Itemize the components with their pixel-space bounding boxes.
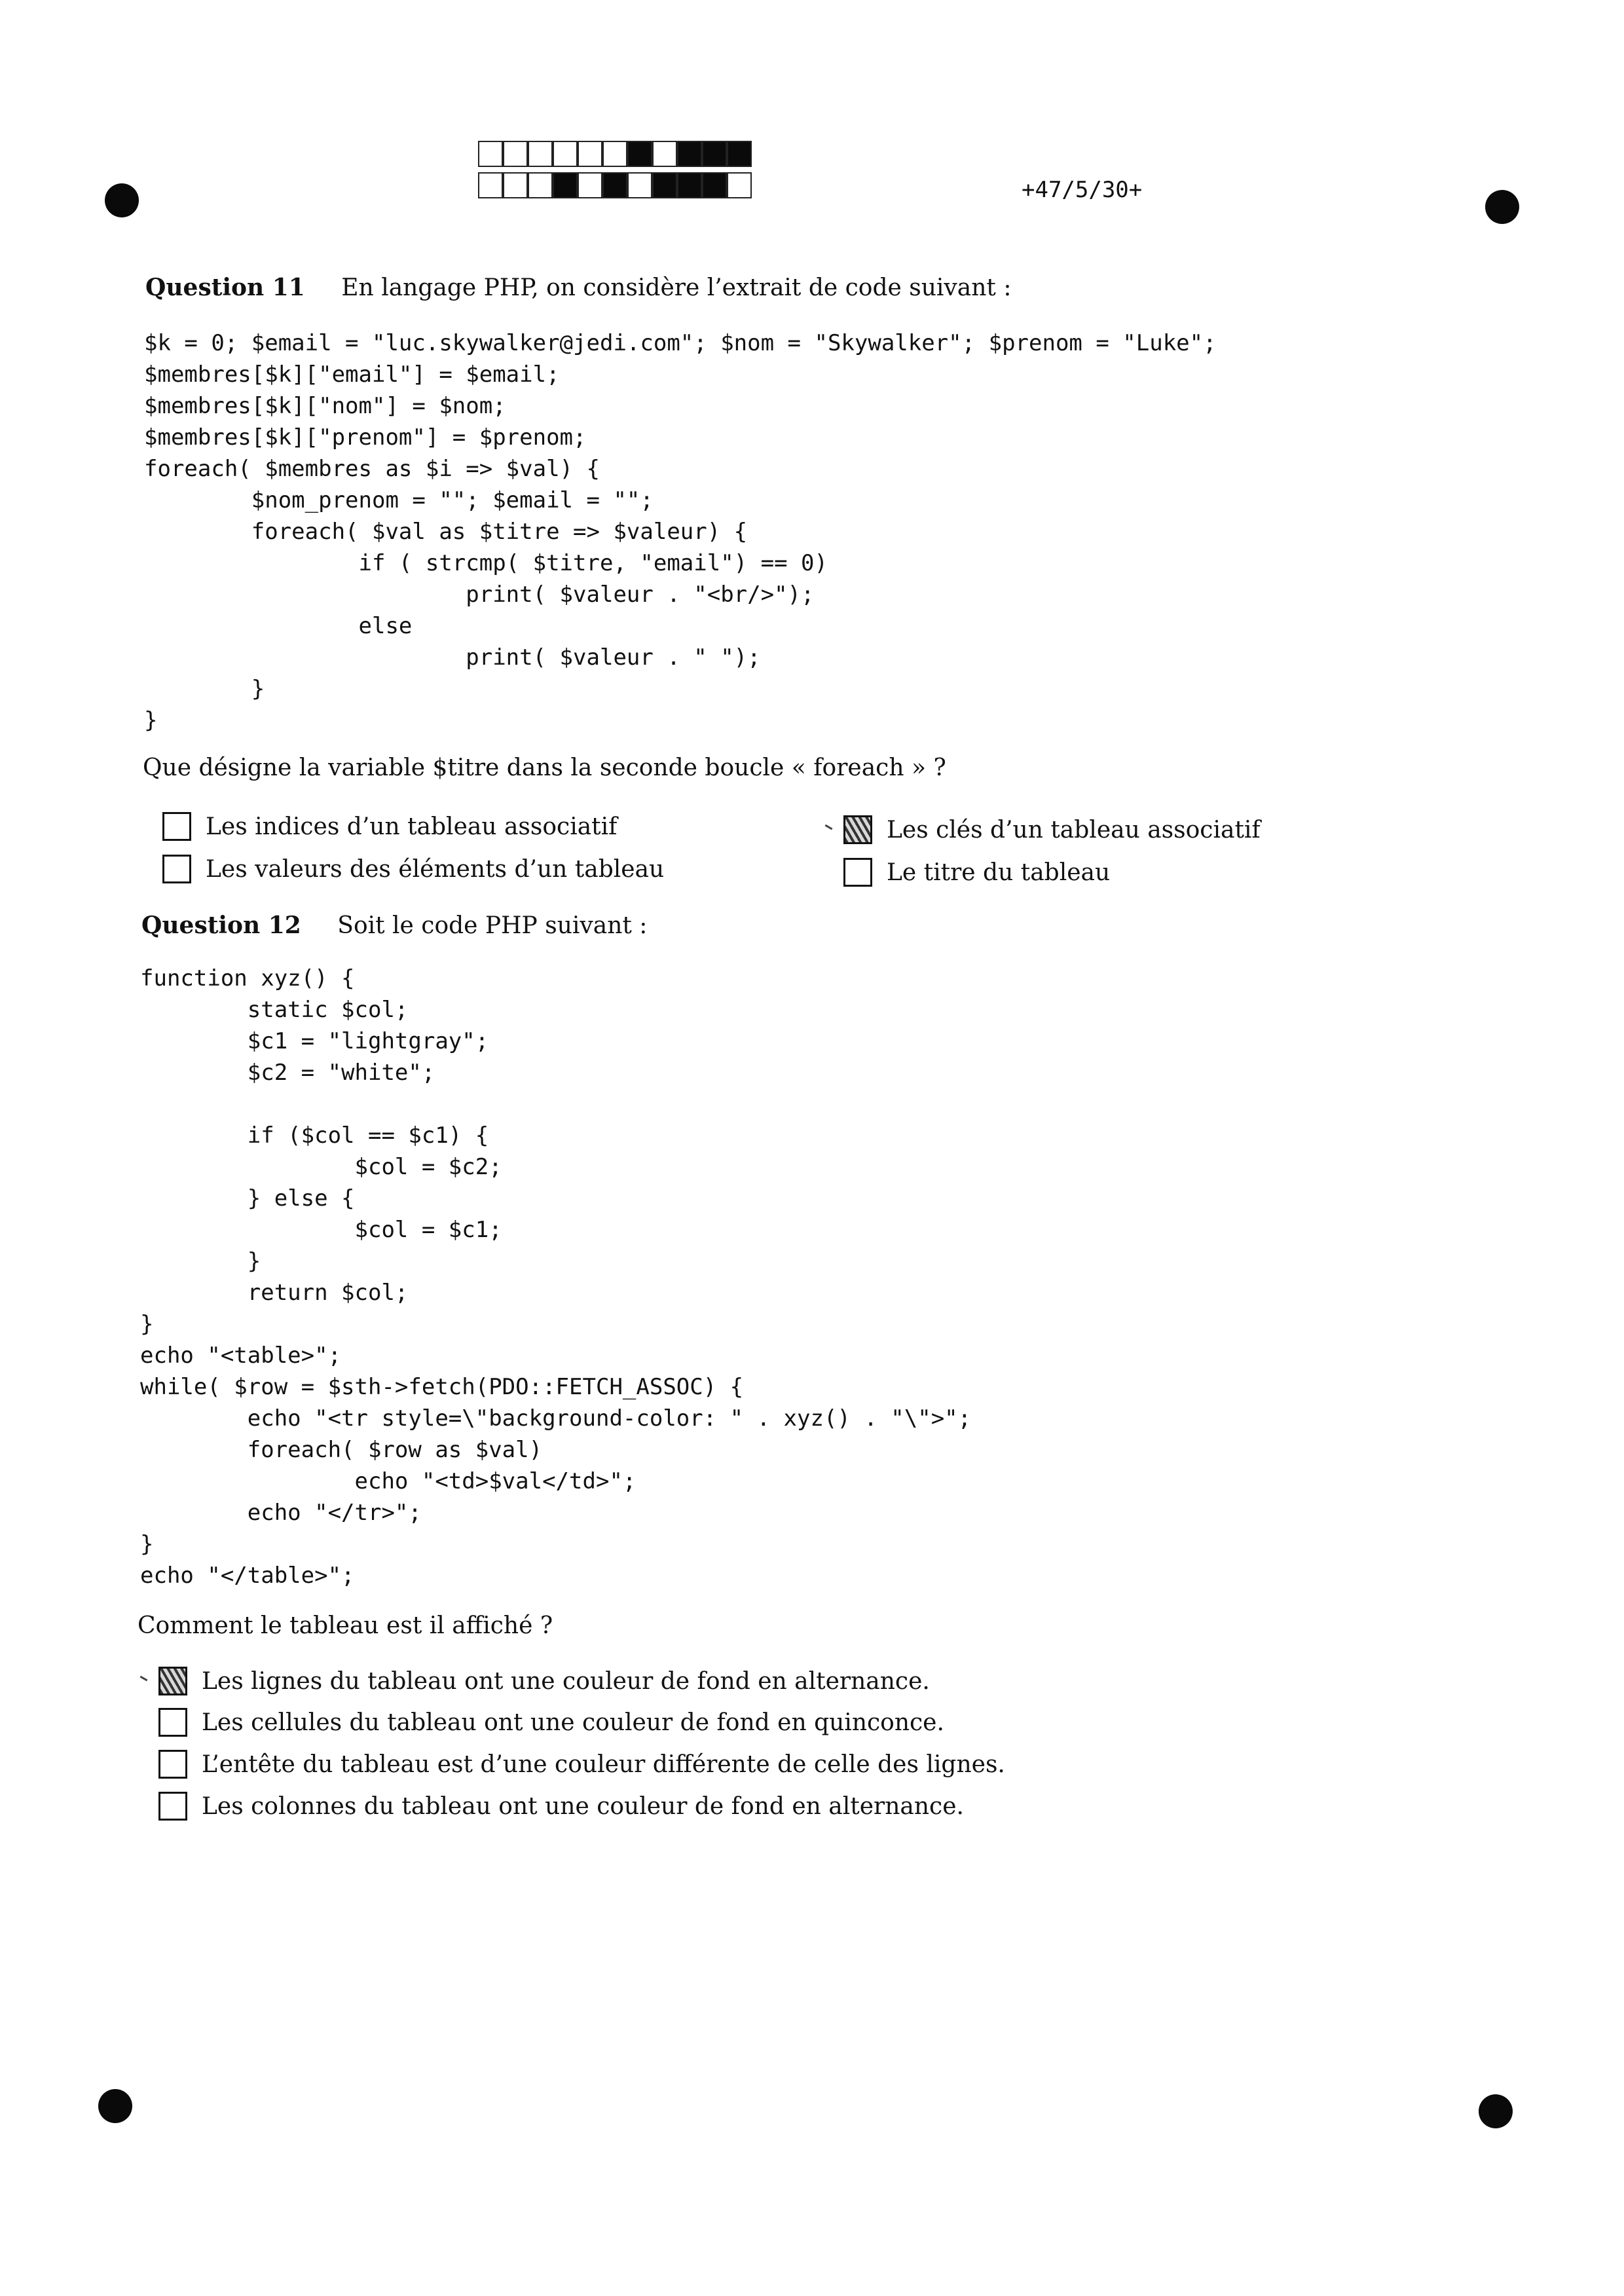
q12-checkbox-1[interactable] (158, 1667, 187, 1695)
pencil-tick-icon (140, 1673, 150, 1682)
q11-answer-2[interactable] (843, 815, 1261, 844)
q12-answer-2-label: Les cellules du tableau ont une couleur de fond en quinconce. (202, 1709, 944, 1736)
barcode-cell (727, 172, 752, 198)
barcode-cell (578, 172, 602, 198)
barcode-row-2 (478, 172, 752, 200)
q11-answer-4-label: Le titre du tableau (887, 859, 1111, 886)
barcode-cell (702, 172, 727, 198)
barcode-cell (652, 141, 677, 167)
q12-answer-1[interactable] (158, 1667, 930, 1695)
registration-mark-bottom-left (98, 2089, 132, 2123)
q12-checkbox-2[interactable] (158, 1708, 187, 1737)
barcode-cell (702, 141, 727, 167)
barcode-cell (553, 141, 578, 167)
q12-answer-3[interactable] (158, 1750, 1005, 1779)
barcode-cell (553, 172, 578, 198)
page-identifier: +47/5/30+ (1022, 177, 1143, 203)
question-11-number: Question 11 (145, 274, 305, 301)
registration-mark-top-right (1485, 190, 1519, 224)
registration-mark-top-left (105, 183, 139, 217)
q11-checkbox-2[interactable] (843, 815, 872, 844)
barcode-cell (627, 141, 652, 167)
barcode-cell (652, 172, 677, 198)
q12-answer-1-label: Les lignes du tableau ont une couleur de fond en alternance. (202, 1667, 930, 1695)
page-barcode (478, 141, 752, 204)
question-12-number: Question 12 (141, 912, 301, 939)
question-12-prompt: Comment le tableau est il affiché ? (138, 1612, 553, 1639)
barcode-cell (578, 141, 602, 167)
q11-answer-3-label: Les valeurs des éléments d’un tableau (206, 855, 665, 883)
q11-checkbox-4[interactable] (843, 858, 872, 887)
barcode-cell (478, 172, 503, 198)
q11-checkbox-1[interactable] (162, 812, 191, 841)
q12-checkbox-4[interactable] (158, 1792, 187, 1821)
q12-checkbox-3[interactable] (158, 1750, 187, 1779)
q11-answer-4[interactable] (843, 858, 1110, 887)
q11-answer-1-label: Les indices d’un tableau associatif (206, 813, 618, 840)
q12-answer-4-label: Les colonnes du tableau ont une couleur de fond en alternance. (202, 1792, 964, 1820)
q11-checkbox-3[interactable] (162, 855, 191, 883)
barcode-cell (602, 141, 627, 167)
barcode-cell (677, 141, 702, 167)
barcode-cell (677, 172, 702, 198)
q12-answer-4[interactable] (158, 1792, 964, 1821)
question-11-heading (145, 274, 1011, 301)
barcode-cell (503, 172, 528, 198)
question-12-intro: Soit le code PHP suivant : (337, 912, 648, 939)
q12-answer-3-label: L’entête du tableau est d’une couleur différente de celle des lignes. (202, 1750, 1005, 1778)
q12-answer-2[interactable] (158, 1708, 944, 1737)
pencil-tick-icon (825, 821, 835, 830)
question-11-prompt: Que désigne la variable $titre dans la seconde boucle « foreach » ? (143, 754, 946, 781)
barcode-cell (627, 172, 652, 198)
q11-answer-2-label: Les clés d’un tableau associatif (887, 816, 1261, 843)
question-12-heading (141, 912, 647, 939)
barcode-cell (503, 141, 528, 167)
barcode-row-1 (478, 141, 752, 168)
barcode-cell (478, 141, 503, 167)
question-11-intro: En langage PHP, on considère l’extrait de code suivant : (341, 274, 1012, 301)
registration-mark-bottom-right (1479, 2094, 1513, 2128)
q11-answer-1[interactable] (162, 812, 618, 841)
question-11-code: $k = 0; $email = "luc.skywalker@jedi.com"; $nom = "Skywalker"; $prenom = "Luke"; $membres[$k]["email"] = $email; $membres[$k]["nom"] = $nom; $membres[$k]["prenom"] = $prenom; foreach( $membres as $i => $val) { $nom_prenom = ""; $email = ""; foreach( $val as $titre => $valeur) { if ( strcmp( $titre, "email") == 0) print( $valeur . "<br/>"); else print( $valeur . " "); } } (144, 330, 1217, 733)
barcode-cell (528, 172, 553, 198)
barcode-cell (528, 141, 553, 167)
barcode-cell (727, 141, 752, 167)
q11-answer-3[interactable] (162, 855, 664, 883)
question-12-code: function xyz() { static $col; $c1 = "lightgray"; $c2 = "white"; if ($col == $c1) { $col = $c2; } else { $col = $c1; } return $col; } echo "<table>"; while( $row = $sth->fetch(PDO::FETCH_ASSOC) { echo "<tr style=\"background-color: " . xyz() . "\">"; foreach( $row as $val) echo "<td>$val</td>"; echo "</tr>"; } echo "</table>"; (140, 965, 972, 1589)
barcode-cell (602, 172, 627, 198)
